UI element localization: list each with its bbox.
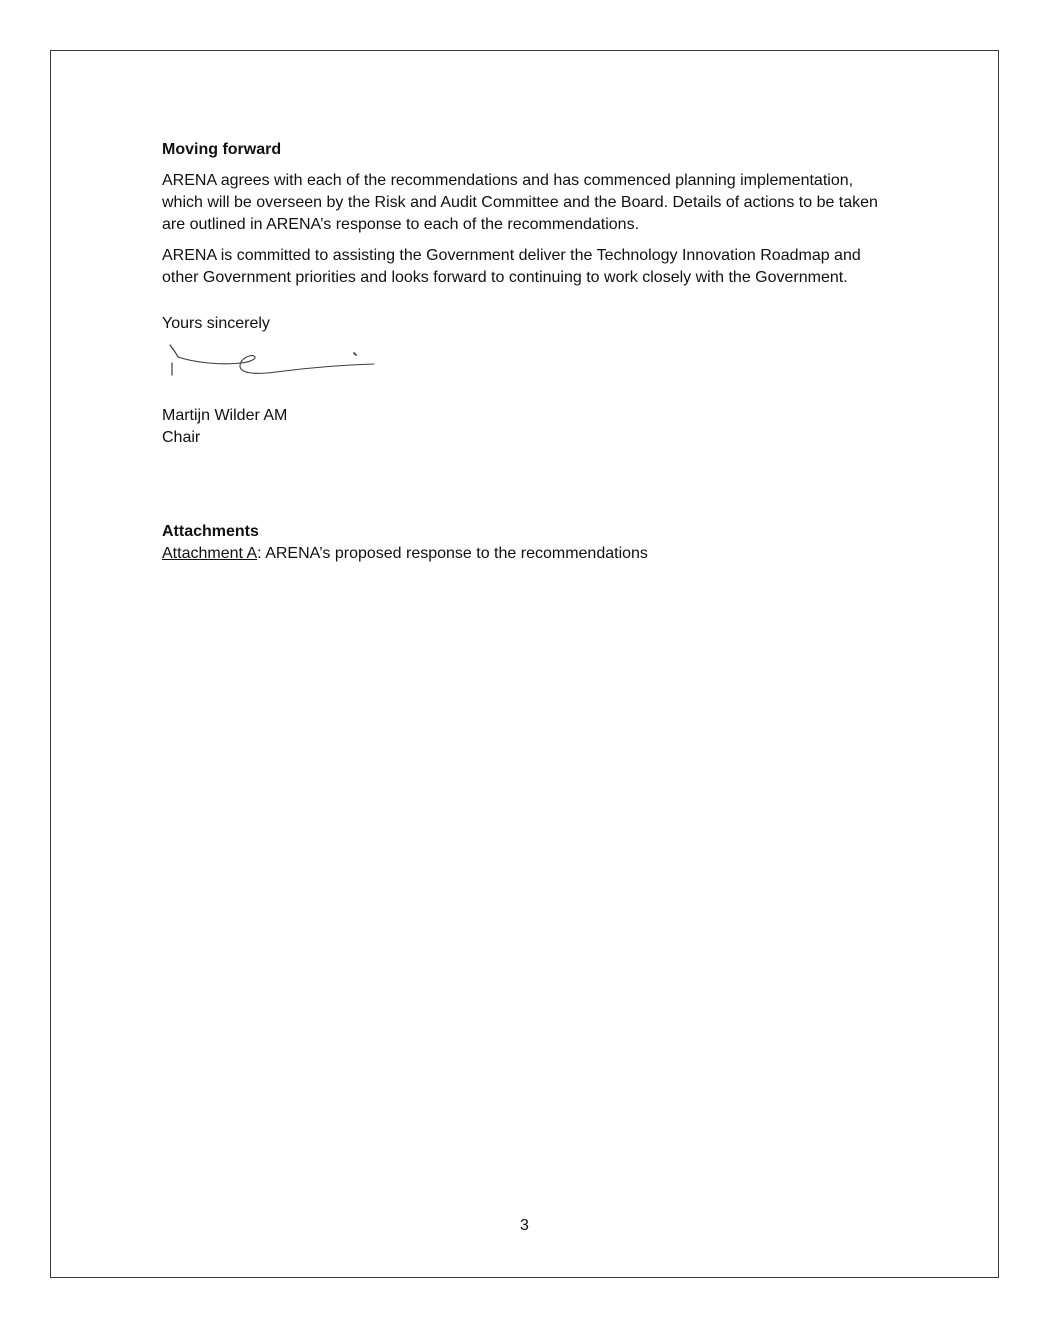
attachments-heading: Attachments [162,523,259,540]
signatory-name: Martijn Wilder AM [162,407,288,424]
attachment-a-link[interactable]: Attachment A [162,545,258,562]
signature-image [166,341,378,387]
attachments-section [162,521,892,565]
attachment-separator: : [257,545,266,562]
attachment-a-description: ARENA’s proposed response to the recommendations [265,545,648,562]
closing-salutation: Yours sincerely [162,315,270,332]
section-heading: Moving forward [162,141,282,158]
attachment-item [162,543,892,565]
signatory-block [162,405,892,449]
paragraph-commitment: ARENA is committed to assisting the Government deliver the Technology Innovation Roadmap and other Government priorities and looks forward to continuing to work closely with the Government. [162,247,861,286]
page-number: 3 [520,1217,529,1234]
letter-body [162,139,892,565]
paragraph-recommendations: ARENA agrees with each of the recommendations and has commenced planning implementation, which will be overseen by the Risk and Audit Committee and the Board. Details of actions to be taken are outlined in ARENA’s response to each of the recommendations. [162,172,878,233]
document-page [50,50,999,1278]
signatory-title: Chair [162,429,201,446]
